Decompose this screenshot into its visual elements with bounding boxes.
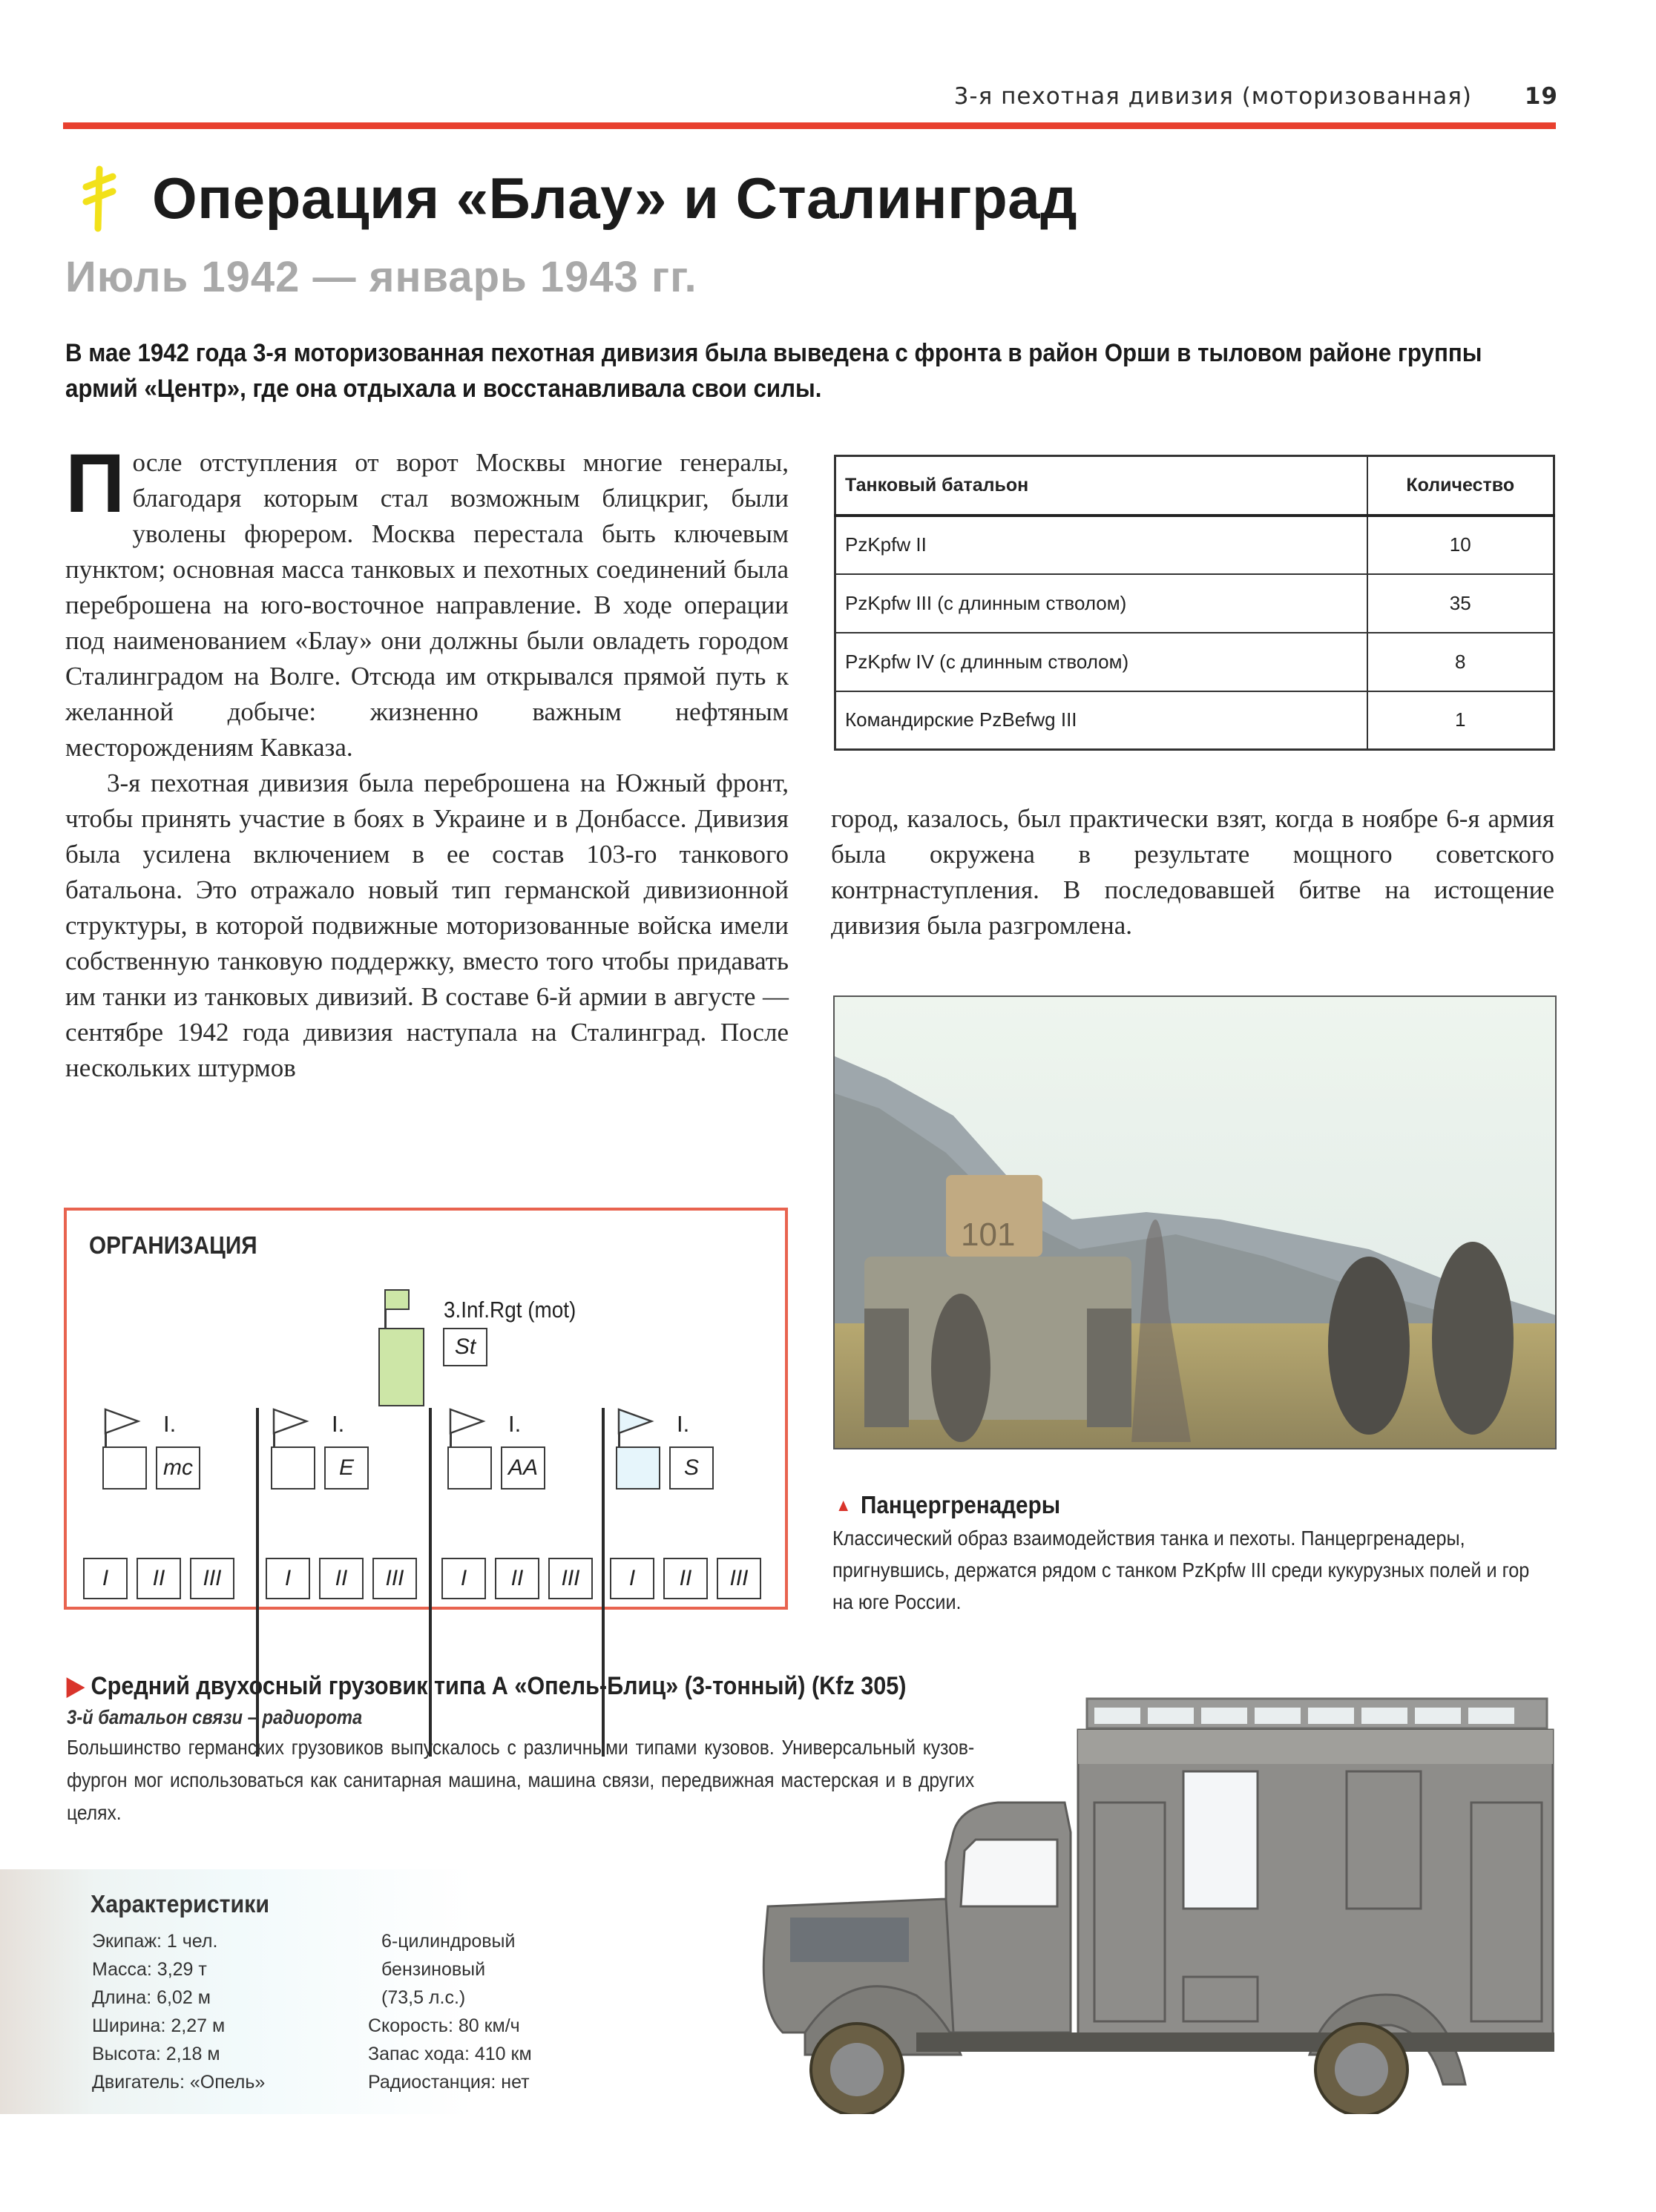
regiment-label: 3.Inf.Rgt (mot) [444,1297,576,1323]
battalion-box [271,1446,315,1490]
spec-item: 6-цилиндровый [381,1931,516,1952]
spec-item: Скорость: 80 км/ч [368,2015,520,2036]
body-column-left [65,437,789,1086]
table-header-qty: Количество [1367,456,1554,516]
battalion-number: I. [163,1411,177,1437]
spec-item: Ширина: 2,27 м [92,2015,226,2036]
spec-item: Радиостанция: нет [368,2072,530,2093]
support-box: AA [501,1446,545,1490]
column-separator [429,1408,432,1757]
page-title: Операция «Блау» и Сталинград [152,165,1078,231]
company-box: II [137,1558,181,1599]
truck-unit: 3-й батальон связи – радиорота [67,1706,363,1728]
truck-title: ▶ Средний двухосный грузовик типа А «Опель-Блиц» (3-тонный) (Kfz 305) [67,1672,907,1700]
battalion-flag-icon [104,1408,148,1438]
company-box: II [319,1558,364,1599]
regiment-unit-box [378,1328,424,1406]
body-paragraph-2: 3-я пехотная дивизия была переброшена на Южный фронт, чтобы принять участие в боях в Украине и в Донбассе. Дивизия была усилена включением в ее состав 103-го танкового батальона. Это отражало новый тип германской дивизионной структуры, в которой подвижные моторизованные войска имели собственную танковую поддержку, вместо того чтобы придавать им танки из танковых дивизий. В составе 6-й армии в августе — сентябре 1942 года дивизия наступала на Сталинград. После нескольких штурмов [65,768,789,1082]
battalion-number: I. [508,1411,522,1437]
tank-battalion-table [834,455,1555,751]
table-header-row [835,456,1554,516]
specs-list-right [368,1927,532,2096]
lead-paragraph: В мае 1942 года 3-я моторизованная пехотная дивизия была выведена с фронта в район Орши в тыловом районе группы армий «Центр», где она отдыхала и восстанавливала свои силы. [65,339,1482,403]
company-box: II [495,1558,539,1599]
svg-text:101: 101 [961,1217,1016,1253]
triangle-up-icon: ▲ [835,1495,852,1515]
battalion-number: I. [677,1411,690,1437]
company-box: I [266,1558,310,1599]
body-column-right: город, казалось, был практически взят, когда в ноябре 6-я армия была окружена в результате мощного советского контрнаступления. В последовавшей битве на истощение дивизия была разгромлена. [831,804,1554,940]
spec-item: (73,5 л.с.) [381,1987,466,2008]
specs-title: Характеристики [91,1890,270,1918]
double-cross-icon [82,165,119,233]
company-box: I [610,1558,654,1599]
drop-cap: П [65,437,125,530]
company-box: III [372,1558,417,1599]
support-box: E [324,1446,369,1490]
flagstaff [105,1433,107,1448]
battalion-flag-icon [617,1408,662,1438]
truck-description: Большинство германских грузовиков выпускалось с различными типами кузовов. Универсальный кузов-фургон мог использоваться как санитарная машина, машина связи, передвижная мастерская и в других целях. [67,1736,975,1824]
company-box: II [663,1558,708,1599]
company-box: I [441,1558,486,1599]
flagstaff [273,1433,275,1448]
header-rule [63,122,1556,129]
support-box: mc [156,1446,200,1490]
photo-panzergrenadiers [833,995,1557,1449]
column-separator [602,1408,605,1757]
spec-item: Масса: 3,29 т [92,1959,207,1980]
page-subtitle: Июль 1942 — январь 1943 гг. [65,253,697,301]
running-header [875,83,1558,110]
spec-item: бензиновый [381,1959,486,1980]
battalion-number: I. [332,1411,345,1437]
staff-box: St [443,1328,487,1366]
table-header-unit: Танковый батальон [835,456,1367,516]
support-box: S [669,1446,714,1490]
table-row: PzKpfw II 10 [835,516,1554,574]
triangle-right-icon: ▶ [67,1672,85,1700]
tank-and-infantry-photo [835,997,1557,1449]
spec-item: Высота: 2,18 м [92,2044,220,2064]
organization-chart [64,1208,788,1610]
column-separator [256,1408,259,1757]
battalion-flag-icon [449,1408,493,1438]
photo-caption-text: Классический образ взаимодействия танка и пехоты. Панцергренадеры, пригнувшись, держатся рядом с танком PzKpfw III среди кукурузных полей и гор на юге России. [832,1527,1530,1613]
table-row: PzKpfw III (с длинным стволом) 35 [835,574,1554,633]
spec-item: Запас хода: 410 км [368,2044,532,2064]
page-number: 19 [1524,83,1558,110]
battalion-box [447,1446,492,1490]
company-box: III [190,1558,234,1599]
flagstaff [450,1433,452,1448]
spec-item: Двигатель: «Опель» [92,2072,266,2093]
company-box: III [717,1558,761,1599]
regiment-flag-icon [384,1289,410,1310]
opel-blitz-truck-illustration [738,1684,1591,2114]
body-paragraph-1: После отступления от ворот Москвы многие генералы, благодаря которым стал возможным блицкриг, были уволены фюрером. Москва перестала быть ключевым пунктом; основная масса танковых и пехотных соединений была переброшена на юго-восточное направление. В ходе операции под наименованием «Блау» они должны были овладеть городом Сталинградом на Волге. Отсюда им открывался прямой путь к желанной добыче: жизненно важным нефтяным месторождениям Кавказа. [65,437,789,762]
specs-list-left [92,1927,265,2096]
spec-item: Длина: 6,02 м [92,1987,211,2008]
org-title: ОРГАНИЗАЦИЯ [89,1231,257,1259]
battalion-flag-icon [272,1408,317,1438]
spec-item: Экипаж: 1 чел. [92,1931,218,1952]
company-box: I [83,1558,128,1599]
company-box: III [548,1558,593,1599]
table-row: Командирские PzBefwg III 1 [835,691,1554,750]
battalion-box [616,1446,660,1490]
flagstaff [618,1433,620,1448]
battalion-box [102,1446,147,1490]
running-title: 3-я пехотная дивизия (моторизованная) [953,83,1472,110]
table-row: PzKpfw IV (с длинным стволом) 8 [835,633,1554,691]
photo-caption-title: ▲ Панцергренадеры [835,1491,1061,1518]
